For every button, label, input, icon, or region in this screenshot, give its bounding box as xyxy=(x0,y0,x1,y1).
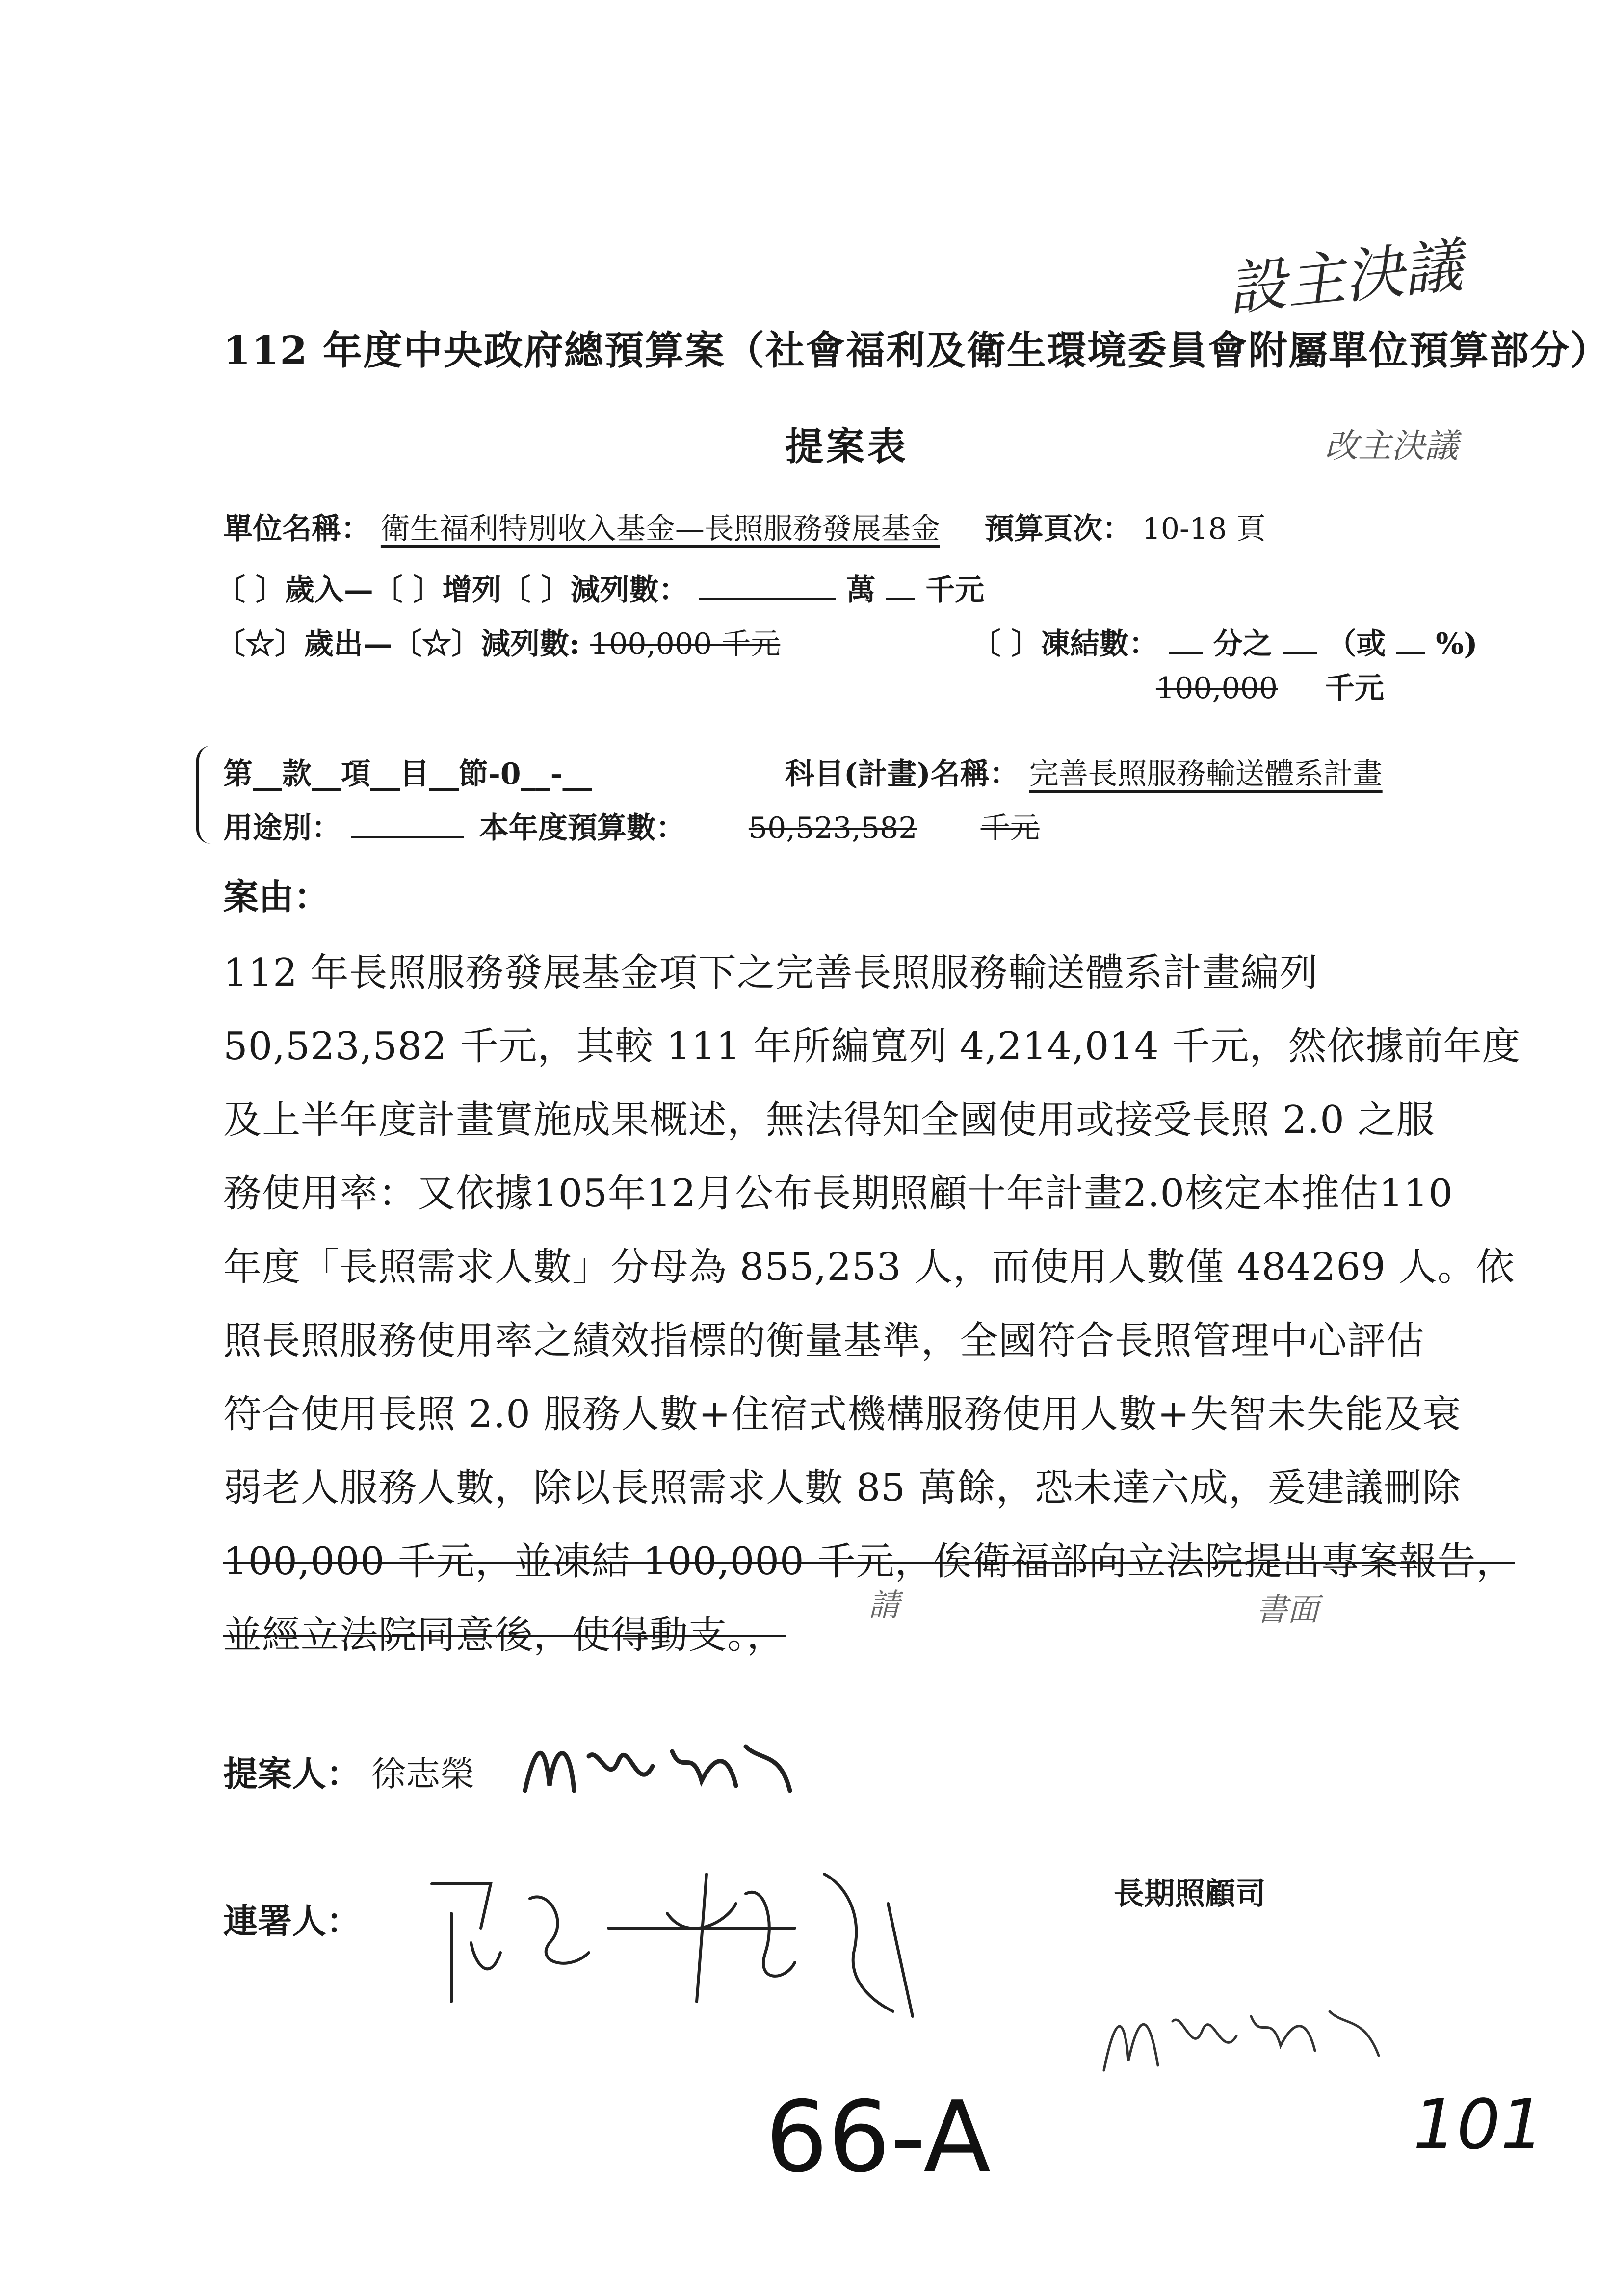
freeze-percent: %) xyxy=(1436,627,1478,661)
body-line: 年度「長照需求人數」分母為 855,253 人，而使用人數僅 484269 人。依 xyxy=(223,1245,1515,1289)
handwritten-insert-written: 書面 xyxy=(1256,1592,1319,1628)
revenue-row xyxy=(216,567,984,609)
freeze-amount: 100,000 xyxy=(1155,671,1278,705)
item-text: 第__款__項__目__節-0__-__ xyxy=(223,757,592,791)
unit-row xyxy=(223,505,1266,548)
budget-unit: 千元 xyxy=(980,811,1040,845)
department-note: 長期照顧司 xyxy=(1114,1876,1266,1911)
cosigner-signature xyxy=(422,1854,1011,2031)
usage-label: 用途別： xyxy=(223,811,341,845)
freeze-row xyxy=(971,621,1478,663)
body-line: 50,523,582 千元，其較 111 年所編寬列 4,214,014 千元，然依據前年度 xyxy=(223,1024,1521,1069)
expense-row xyxy=(216,621,780,663)
reason-label: 案由： xyxy=(223,876,330,917)
freeze-amount-row xyxy=(1119,665,1384,707)
freeze-blank-3 xyxy=(1396,652,1425,654)
budget-label: 本年度預算數： xyxy=(479,811,685,845)
department-signature xyxy=(1094,1962,1398,2090)
usage-row xyxy=(223,805,1040,847)
usage-blank xyxy=(351,836,464,838)
cosigner-label: 連署人： xyxy=(223,1901,361,1941)
body-line: 及上半年度計畫實施成果概述，無法得知全國使用或接受長照 2.0 之服 xyxy=(223,1098,1435,1142)
form-subtitle: 提案表 xyxy=(785,424,909,469)
handwritten-annotation-top: 設主決議 xyxy=(1224,232,1466,324)
page-number: 101 xyxy=(1413,2085,1545,2165)
handwritten-case-number: 66-A xyxy=(765,2080,991,2194)
revenue-unit-wan: 萬 xyxy=(846,573,876,607)
handwritten-insert-qing: 請 xyxy=(868,1587,900,1623)
freeze-blank-2 xyxy=(1283,652,1317,654)
freeze-unit: 千元 xyxy=(1325,671,1384,705)
body-line: 務使用率：又依據105年12月公布長期照顧十年計畫2.0核定本推估110 xyxy=(223,1172,1454,1216)
expense-prefix: 〔☆〕歲出—〔☆〕減列數: xyxy=(216,627,580,661)
body-line: 112 年長照服務發展基金項下之完善長照服務輸送體系計畫編列 xyxy=(223,951,1318,995)
budget-value: 50,523,582 xyxy=(748,811,917,845)
page-label: 預算頁次： xyxy=(984,512,1132,546)
proposer-label: 提案人： xyxy=(223,1753,361,1794)
subject-value: 完善長照服務輸送體系計畫 xyxy=(1029,757,1383,791)
proposer-signature xyxy=(515,1717,810,1815)
body-line-struck: 並經立法院同意後，使得動支。， xyxy=(223,1613,786,1657)
expense-amount: 100,000 千元 xyxy=(590,627,781,661)
body-line: 照長照服務使用率之績效指標的衡量基準，全國符合長照管理中心評估 xyxy=(223,1319,1425,1363)
body-line-struck: 100,000 千元，並凍結 100,000 千元，俟衛福部向立法院提出專案報告， xyxy=(223,1539,1515,1584)
revenue-unit-thousand: 千元 xyxy=(925,573,985,607)
item-row xyxy=(223,751,592,793)
proposer-row xyxy=(223,1747,474,1796)
proposer-name: 徐志榮 xyxy=(371,1754,475,1794)
subject-label: 科目(計畫)名稱： xyxy=(785,757,1019,791)
subject-row xyxy=(785,751,1383,793)
unit-label: 單位名稱： xyxy=(223,512,370,546)
unit-value: 衛生福利特別收入基金—長照服務發展基金 xyxy=(380,512,940,546)
handwritten-annotation-subtitle: 改主決議 xyxy=(1325,427,1459,466)
page-value: 10-18 頁 xyxy=(1142,512,1266,546)
revenue-text: 〔 〕歲入—〔 〕增列〔 〕減列數： xyxy=(216,573,688,607)
body-line: 弱老人服務人數，除以長照需求人數 85 萬餘，恐未達六成，爰建議刪除 xyxy=(223,1466,1461,1510)
revenue-blank xyxy=(699,598,836,600)
freeze-blank-1 xyxy=(1169,652,1203,654)
document-title: 112 年度中央政府總預算案（社會福利及衛生環境委員會附屬單位預算部分） xyxy=(223,327,1610,373)
freeze-fraction: 分之 xyxy=(1213,627,1272,661)
bracket xyxy=(196,746,219,844)
revenue-blank-2 xyxy=(886,598,915,600)
freeze-or: （或 xyxy=(1327,627,1386,661)
body-line: 符合使用長照 2.0 服務人數+住宿式機構服務使用人數+失智未失能及衰 xyxy=(223,1392,1462,1436)
freeze-label: 〔 〕凍結數： xyxy=(971,627,1158,661)
